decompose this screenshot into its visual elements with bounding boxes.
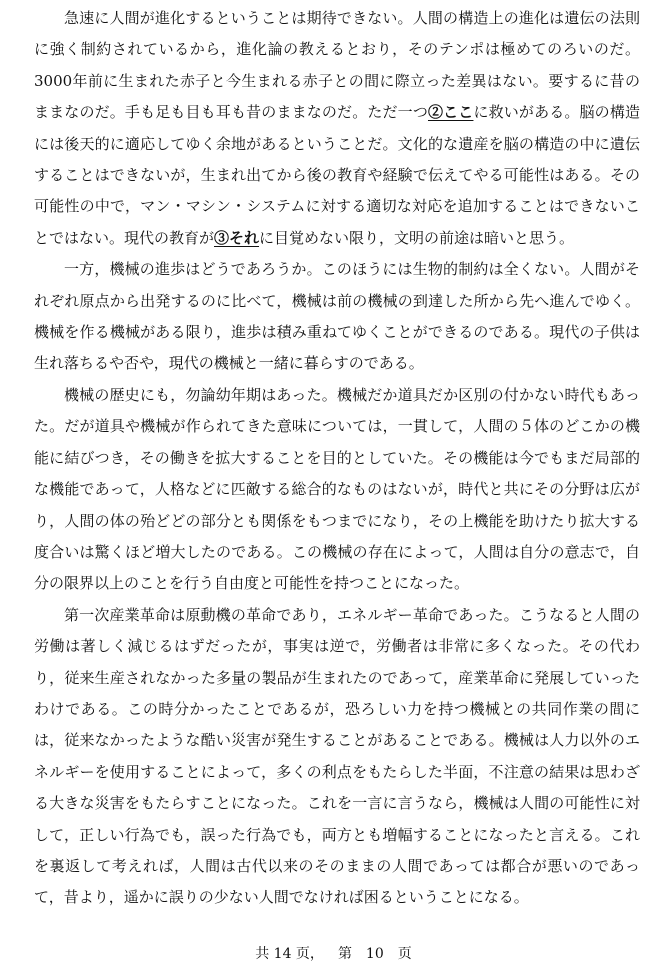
footer-total-pages: 共 14 页，: [255, 946, 324, 962]
paragraph-1-text-c: に目覚めない限り，文明の前途は暗いと思う。: [259, 228, 575, 247]
paragraph-4: [34, 600, 640, 914]
underlined-term-2-koko: ②ここ: [427, 103, 474, 122]
paragraph-3-text: 機械の歴史にも，勿論幼年期はあった。機械だか道具だか区別の付かない時代もあった。だが道具や機械が作られてきた意味については，一貫して，人間の５体のどこかの機能に結びつき，その働きを拡大することを目的としていた。その機能は今でもまだ局部的な機能であって，人格などに匹敵する総合的なものはないが，時代と共にその分野は広がり，人間の体の殆どどの部分とも関係をもつまでになり，その上機能を助けたり拡大する度合いは驚くほど増大したのである。この機械の存在によって，人間は自分の意志で，自分の限界以上のことを行う自由度と可能性を持つことになった。: [34, 385, 640, 593]
paragraph-1: [34, 3, 640, 254]
paragraph-2: [34, 254, 640, 380]
underlined-term-3-sore: ③それ: [214, 228, 260, 247]
passage-text: [34, 3, 640, 914]
paragraph-4-text: 第一次産業革命は原動機の革命であり，エネルギー革命であった。こうなると人間の労働は著しく減じるはずだったが，事実は逆で，労働者は非常に多くなった。その代わり，従来生産されなかった多量の製品が生まれたのであって，産業革命に発展していったわけである。この時分かったことであるが，恐ろしい力を持つ機械との共同作業の間には，従来なかったような酷い災害が発生することがあることである。機械は人力以外のエネルギーを使用することによって，多くの利点をもたらした半面，不注意の結果は思わざる大きな災害をもたらすことになった。これを一言に言うなら，機械は人間の可能性に対して，正しい行為でも，誤った行為でも，両方とも増幅することになったと言える。これを裏返して考えれば，人間は古代以来のそのままの人間であっては都合が悪いのであって，昔より，遥かに誤りの少ない人間でなければ困るということになる。: [34, 605, 640, 907]
paragraph-1-text-a: 急速に人間が進化するということは期待できない。人間の構造上の進化は遺伝の法則に強く制約されているから，進化論の教えるとおり，そのテンポは極めてのろいのだ。3000年前に生まれた赤子と今生まれる赤子との間に際立った差異はない。要するに昔のままなのだ。手も足も目も耳も昔のままなのだ。ただ一つ: [34, 9, 640, 122]
footer-current-page: 第 10 页: [337, 946, 412, 962]
paragraph-3: [34, 380, 640, 600]
paragraph-2-text: 一方，機械の進歩はどうであろうか。このほうには生物的制約は全くない。人間がそれぞれ原点から出発するのに比べて，機械は前の機械の到達した所から先へ進んでゆく。機械を作る機械がある限り，進歩は積み重ねてゆくことができるのである。現代の子供は生れ落ちるや否や，現代の機械と一緒に暮らすのである。: [34, 260, 640, 373]
page-footer: [0, 944, 667, 964]
paragraph-1-text-b: に救いがある。脳の構造には後天的に適応してゆく余地があるということだ。文化的な遺産を脳の構造の中に遺伝することはできないが，生まれ出てから後の教育や経験で伝えてやる可能性はある。その可能性の中で，マン・マシン・システムに対する適切な対応を追加することはできないことではない。現代の教育が: [34, 103, 640, 247]
